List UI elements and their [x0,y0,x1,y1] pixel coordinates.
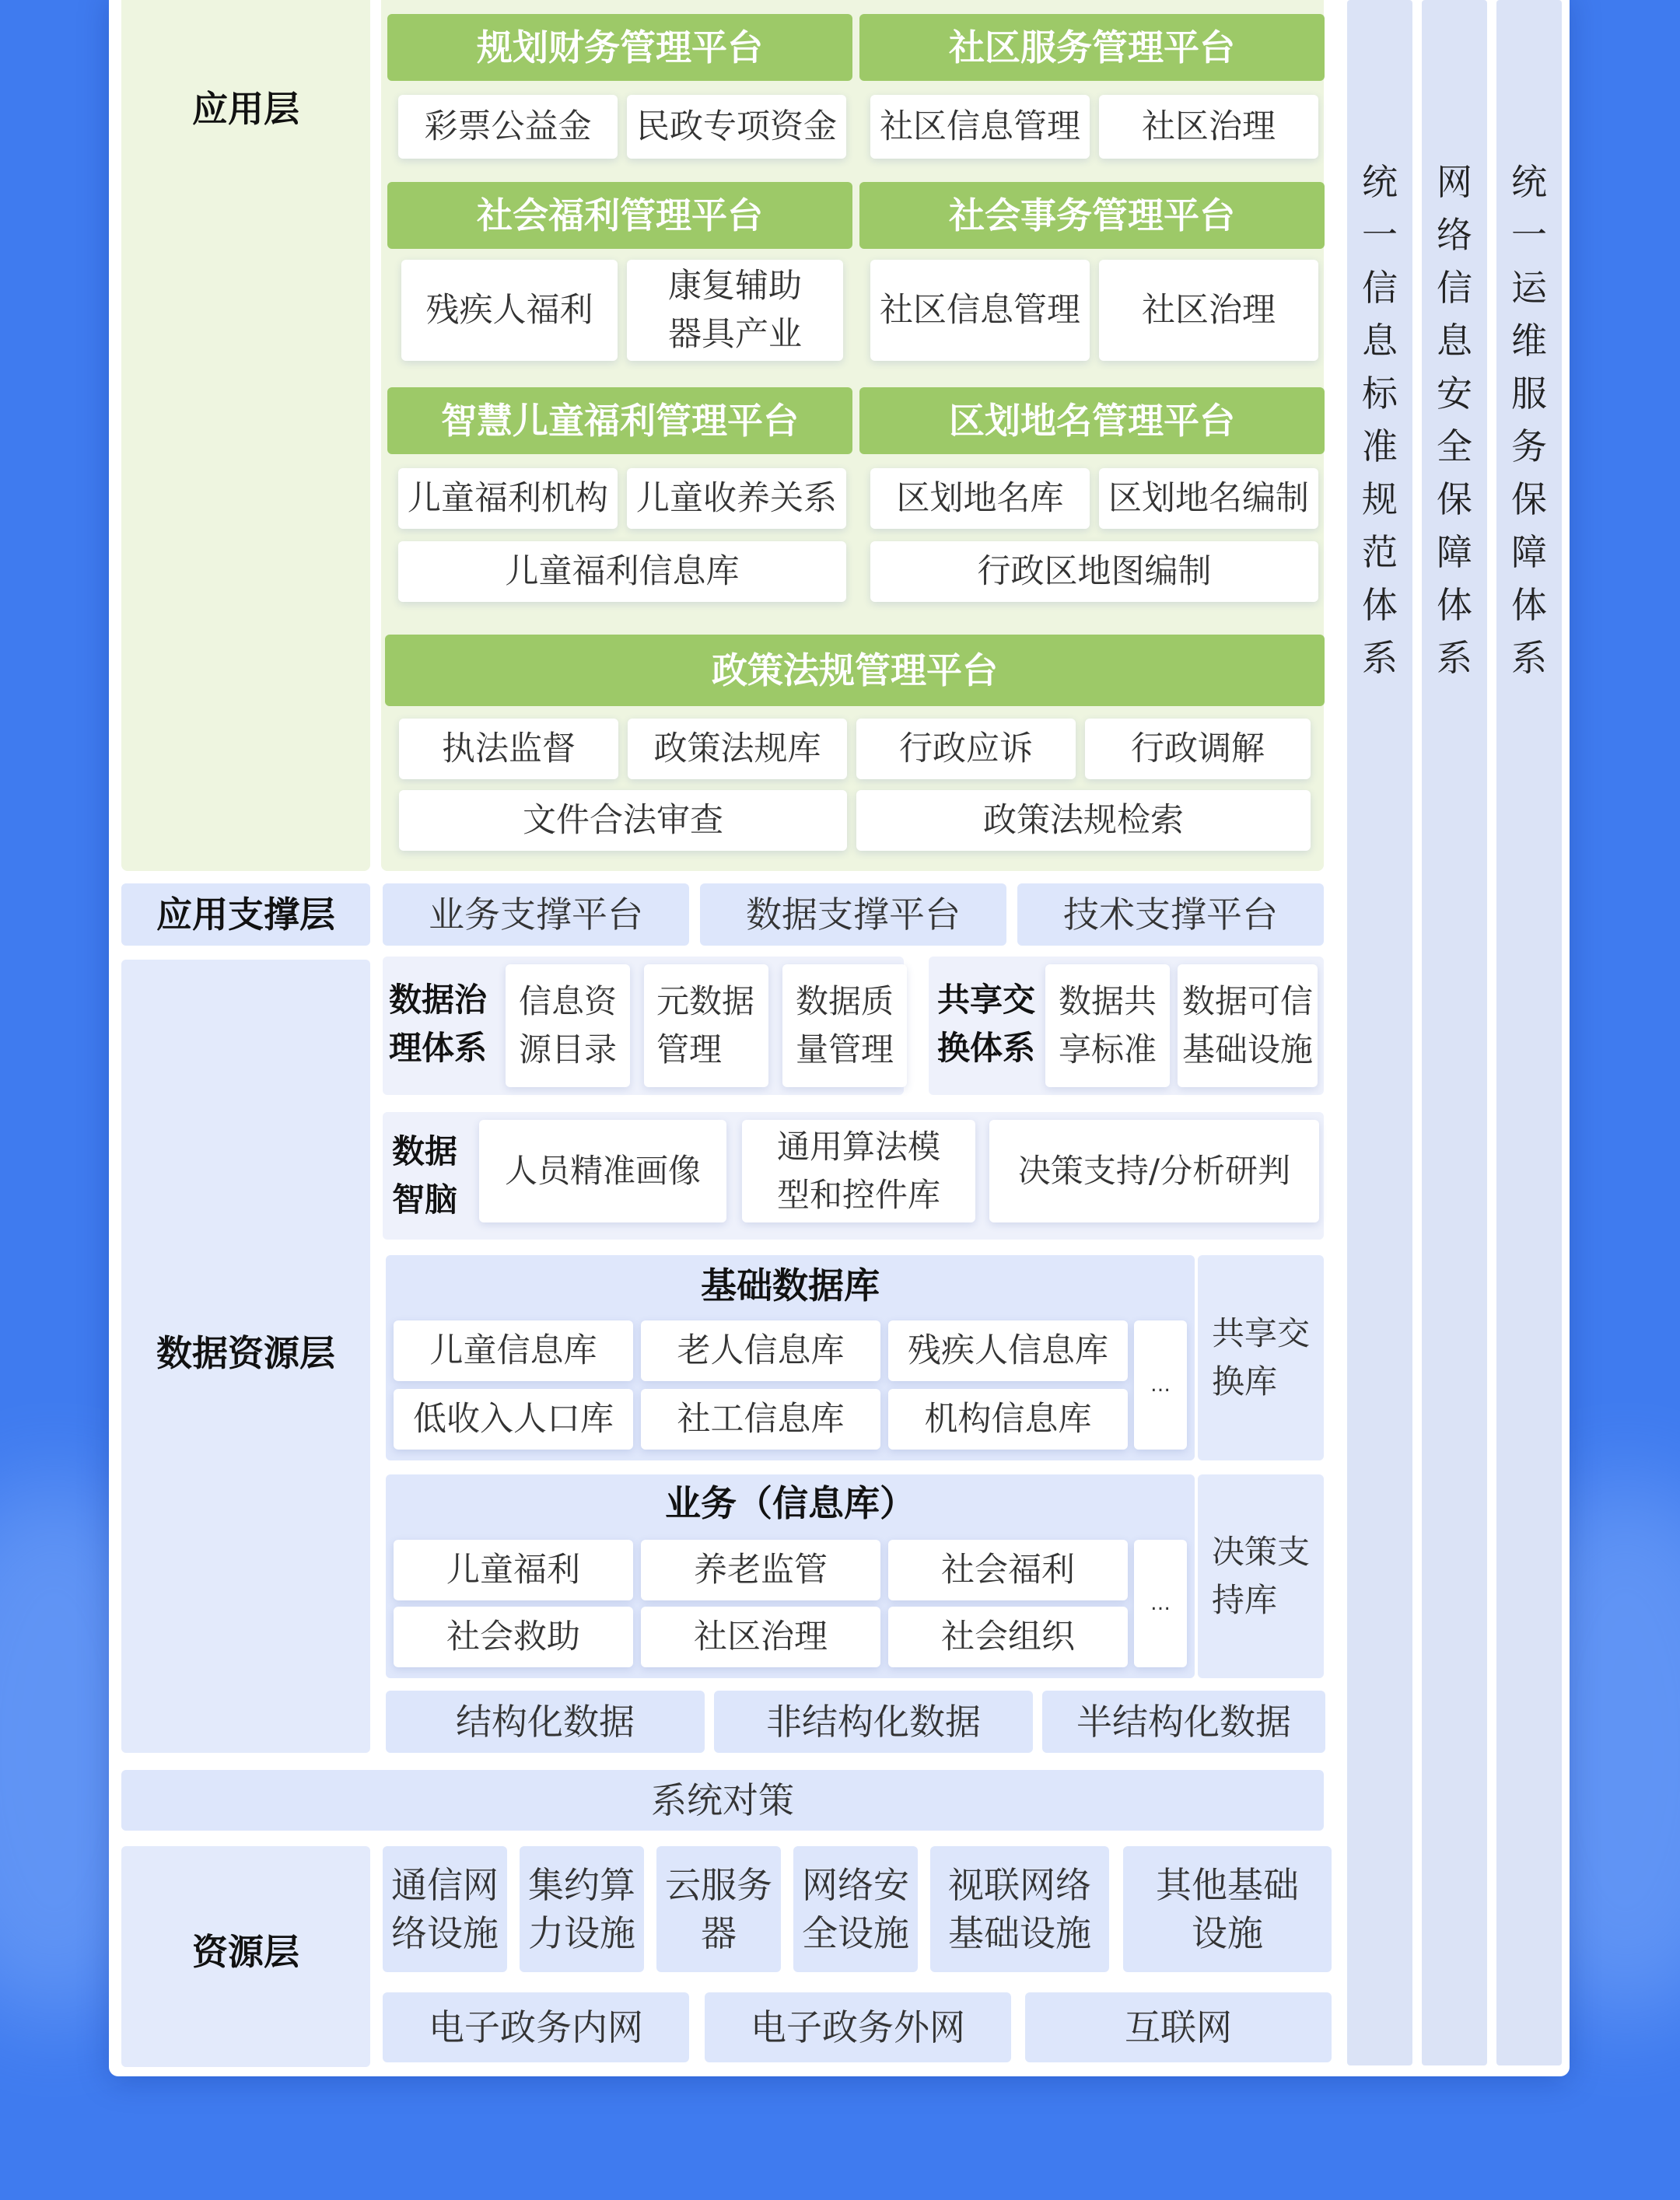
basic-db-title: 基础数据库 [701,1264,880,1306]
welfare-item-disabled[interactable]: 残疾人福利 [401,260,618,361]
policy-item-search[interactable]: 政策法规检索 [856,790,1311,851]
division-item-compile[interactable]: 区划地名编制 [1099,468,1318,529]
resource-video-network[interactable]: 视联网络 基础设施 [930,1846,1109,1972]
affairs-platform-title[interactable]: 社会事务管理平台 [859,182,1325,249]
app-layer-label: 应用层 [192,88,299,130]
biz-db-community[interactable]: 社区治理 [641,1607,880,1667]
vertical-security-system[interactable] [1422,0,1487,2065]
division-platform [859,387,1325,613]
biz-db-social-welfare[interactable]: 社会福利 [888,1540,1128,1600]
data-type-unstructured[interactable]: 非结构化数据 [714,1691,1033,1753]
vertical-standard-system[interactable] [1347,0,1412,2065]
child-item-institution[interactable]: 儿童福利机构 [398,468,618,529]
share-infrastructure[interactable]: 数据可信 基础设施 [1178,964,1318,1087]
support-data[interactable]: 数据支撑平台 [700,883,1006,946]
policy-item-litigation[interactable]: 行政应诉 [856,719,1076,779]
vertical-ops-text: 统 一 运 维 服 务 保 障 体 系 [1511,161,1547,679]
net-gov-intranet[interactable]: 电子政务内网 [383,1992,689,2062]
biz-db-organization[interactable]: 社会组织 [888,1607,1128,1667]
division-platform-title[interactable]: 区划地名管理平台 [859,387,1325,454]
biz-db-child-welfare[interactable]: 儿童福利 [394,1540,633,1600]
welfare-platform-title[interactable]: 社会福利管理平台 [387,182,852,249]
vertical-standard-text: 统 一 信 息 标 准 规 范 体 系 [1362,161,1398,679]
biz-db-more[interactable]: … [1134,1540,1187,1667]
share-label: 共享交 换体系 [936,981,1035,1067]
policy-platform [385,635,1325,860]
child-item-adoption[interactable]: 儿童收养关系 [627,468,846,529]
basic-db-institution[interactable]: 机构信息库 [888,1389,1128,1450]
data-layer-label: 数据资源层 [156,1332,335,1374]
brain-decision[interactable]: 决策支持/分析研判 [989,1120,1319,1222]
support-business[interactable]: 业务支撑平台 [383,883,689,946]
share-exchange-db[interactable]: 共享交 换库 [1198,1255,1324,1460]
resource-computing[interactable]: 集约算 力设施 [520,1846,644,1972]
affairs-item-info[interactable]: 社区信息管理 [870,260,1090,361]
governance-quality[interactable]: 数据质 量管理 [782,964,907,1087]
finance-item-special-fund[interactable]: 民政专项资金 [627,95,846,159]
brain-algorithm[interactable]: 通用算法模 型和控件库 [742,1120,975,1222]
community-platform [859,14,1325,170]
policy-item-enforcement[interactable]: 执法监督 [399,719,618,779]
resource-layer-label: 资源层 [192,1931,299,1973]
basic-db-disabled[interactable]: 残疾人信息库 [888,1320,1128,1381]
net-gov-extranet[interactable]: 电子政务外网 [705,1992,1011,2062]
welfare-platform [387,182,852,373]
policy-item-library[interactable]: 政策法规库 [628,719,847,779]
vertical-ops-system[interactable] [1496,0,1562,2065]
basic-db-children[interactable]: 儿童信息库 [394,1320,633,1381]
basic-db-socialworker[interactable]: 社工信息库 [641,1389,880,1450]
policy-item-mediation[interactable]: 行政调解 [1085,719,1311,779]
affairs-item-governance[interactable]: 社区治理 [1099,260,1318,361]
finance-item-lottery[interactable]: 彩票公益金 [398,95,618,159]
welfare-item-rehab[interactable]: 康复辅助 器具产业 [627,260,843,361]
data-type-semistructured[interactable]: 半结构化数据 [1042,1691,1325,1753]
community-item-governance[interactable]: 社区治理 [1099,95,1318,159]
support-tech[interactable]: 技术支撑平台 [1017,883,1324,946]
child-platform [387,387,852,613]
basic-db-elderly[interactable]: 老人信息库 [641,1320,880,1381]
child-platform-title[interactable]: 智慧儿童福利管理平台 [387,387,852,454]
vertical-security-text: 网 络 信 息 安 全 保 障 体 系 [1437,161,1472,679]
child-item-database[interactable]: 儿童福利信息库 [398,541,846,602]
community-platform-title[interactable]: 社区服务管理平台 [859,14,1325,81]
biz-db-elderly-care[interactable]: 养老监管 [641,1540,880,1600]
community-item-info[interactable]: 社区信息管理 [870,95,1090,159]
governance-catalog[interactable]: 信息资 源目录 [506,964,630,1087]
architecture-card [109,0,1570,2076]
resource-communication[interactable]: 通信网 络设施 [383,1846,507,1972]
brain-label: 数据 智脑 [391,1132,457,1219]
basic-db-lowincome[interactable]: 低收入人口库 [394,1389,633,1450]
system-policy-bar[interactable]: 系统对策 [121,1770,1324,1831]
share-standard[interactable]: 数据共 享标准 [1045,964,1170,1087]
division-item-db[interactable]: 区划地名库 [870,468,1090,529]
affairs-platform [859,182,1325,373]
basic-db-more[interactable]: … [1134,1320,1187,1450]
finance-platform [387,14,852,170]
resource-other[interactable]: 其他基础 设施 [1123,1846,1332,1972]
data-type-structured[interactable]: 结构化数据 [386,1691,705,1753]
decision-support-db[interactable]: 决策支 持库 [1198,1474,1324,1678]
policy-item-review[interactable]: 文件合法审查 [399,790,847,851]
net-internet[interactable]: 互联网 [1025,1992,1332,2062]
policy-platform-title[interactable]: 政策法规管理平台 [385,635,1325,706]
support-layer-label: 应用支撑层 [121,883,370,946]
resource-cloud[interactable]: 云服务 器 [656,1846,781,1972]
biz-db-title: 业务（信息库） [665,1482,915,1524]
resource-security[interactable]: 网络安 全设施 [793,1846,918,1972]
finance-platform-title[interactable]: 规划财务管理平台 [387,14,852,81]
governance-label: 数据治 理体系 [388,981,487,1067]
biz-db-relief[interactable]: 社会救助 [394,1607,633,1667]
brain-portrait[interactable]: 人员精准画像 [479,1120,726,1222]
division-item-map[interactable]: 行政区地图编制 [870,541,1318,602]
governance-metadata[interactable]: 元数据 管理 [644,964,768,1087]
